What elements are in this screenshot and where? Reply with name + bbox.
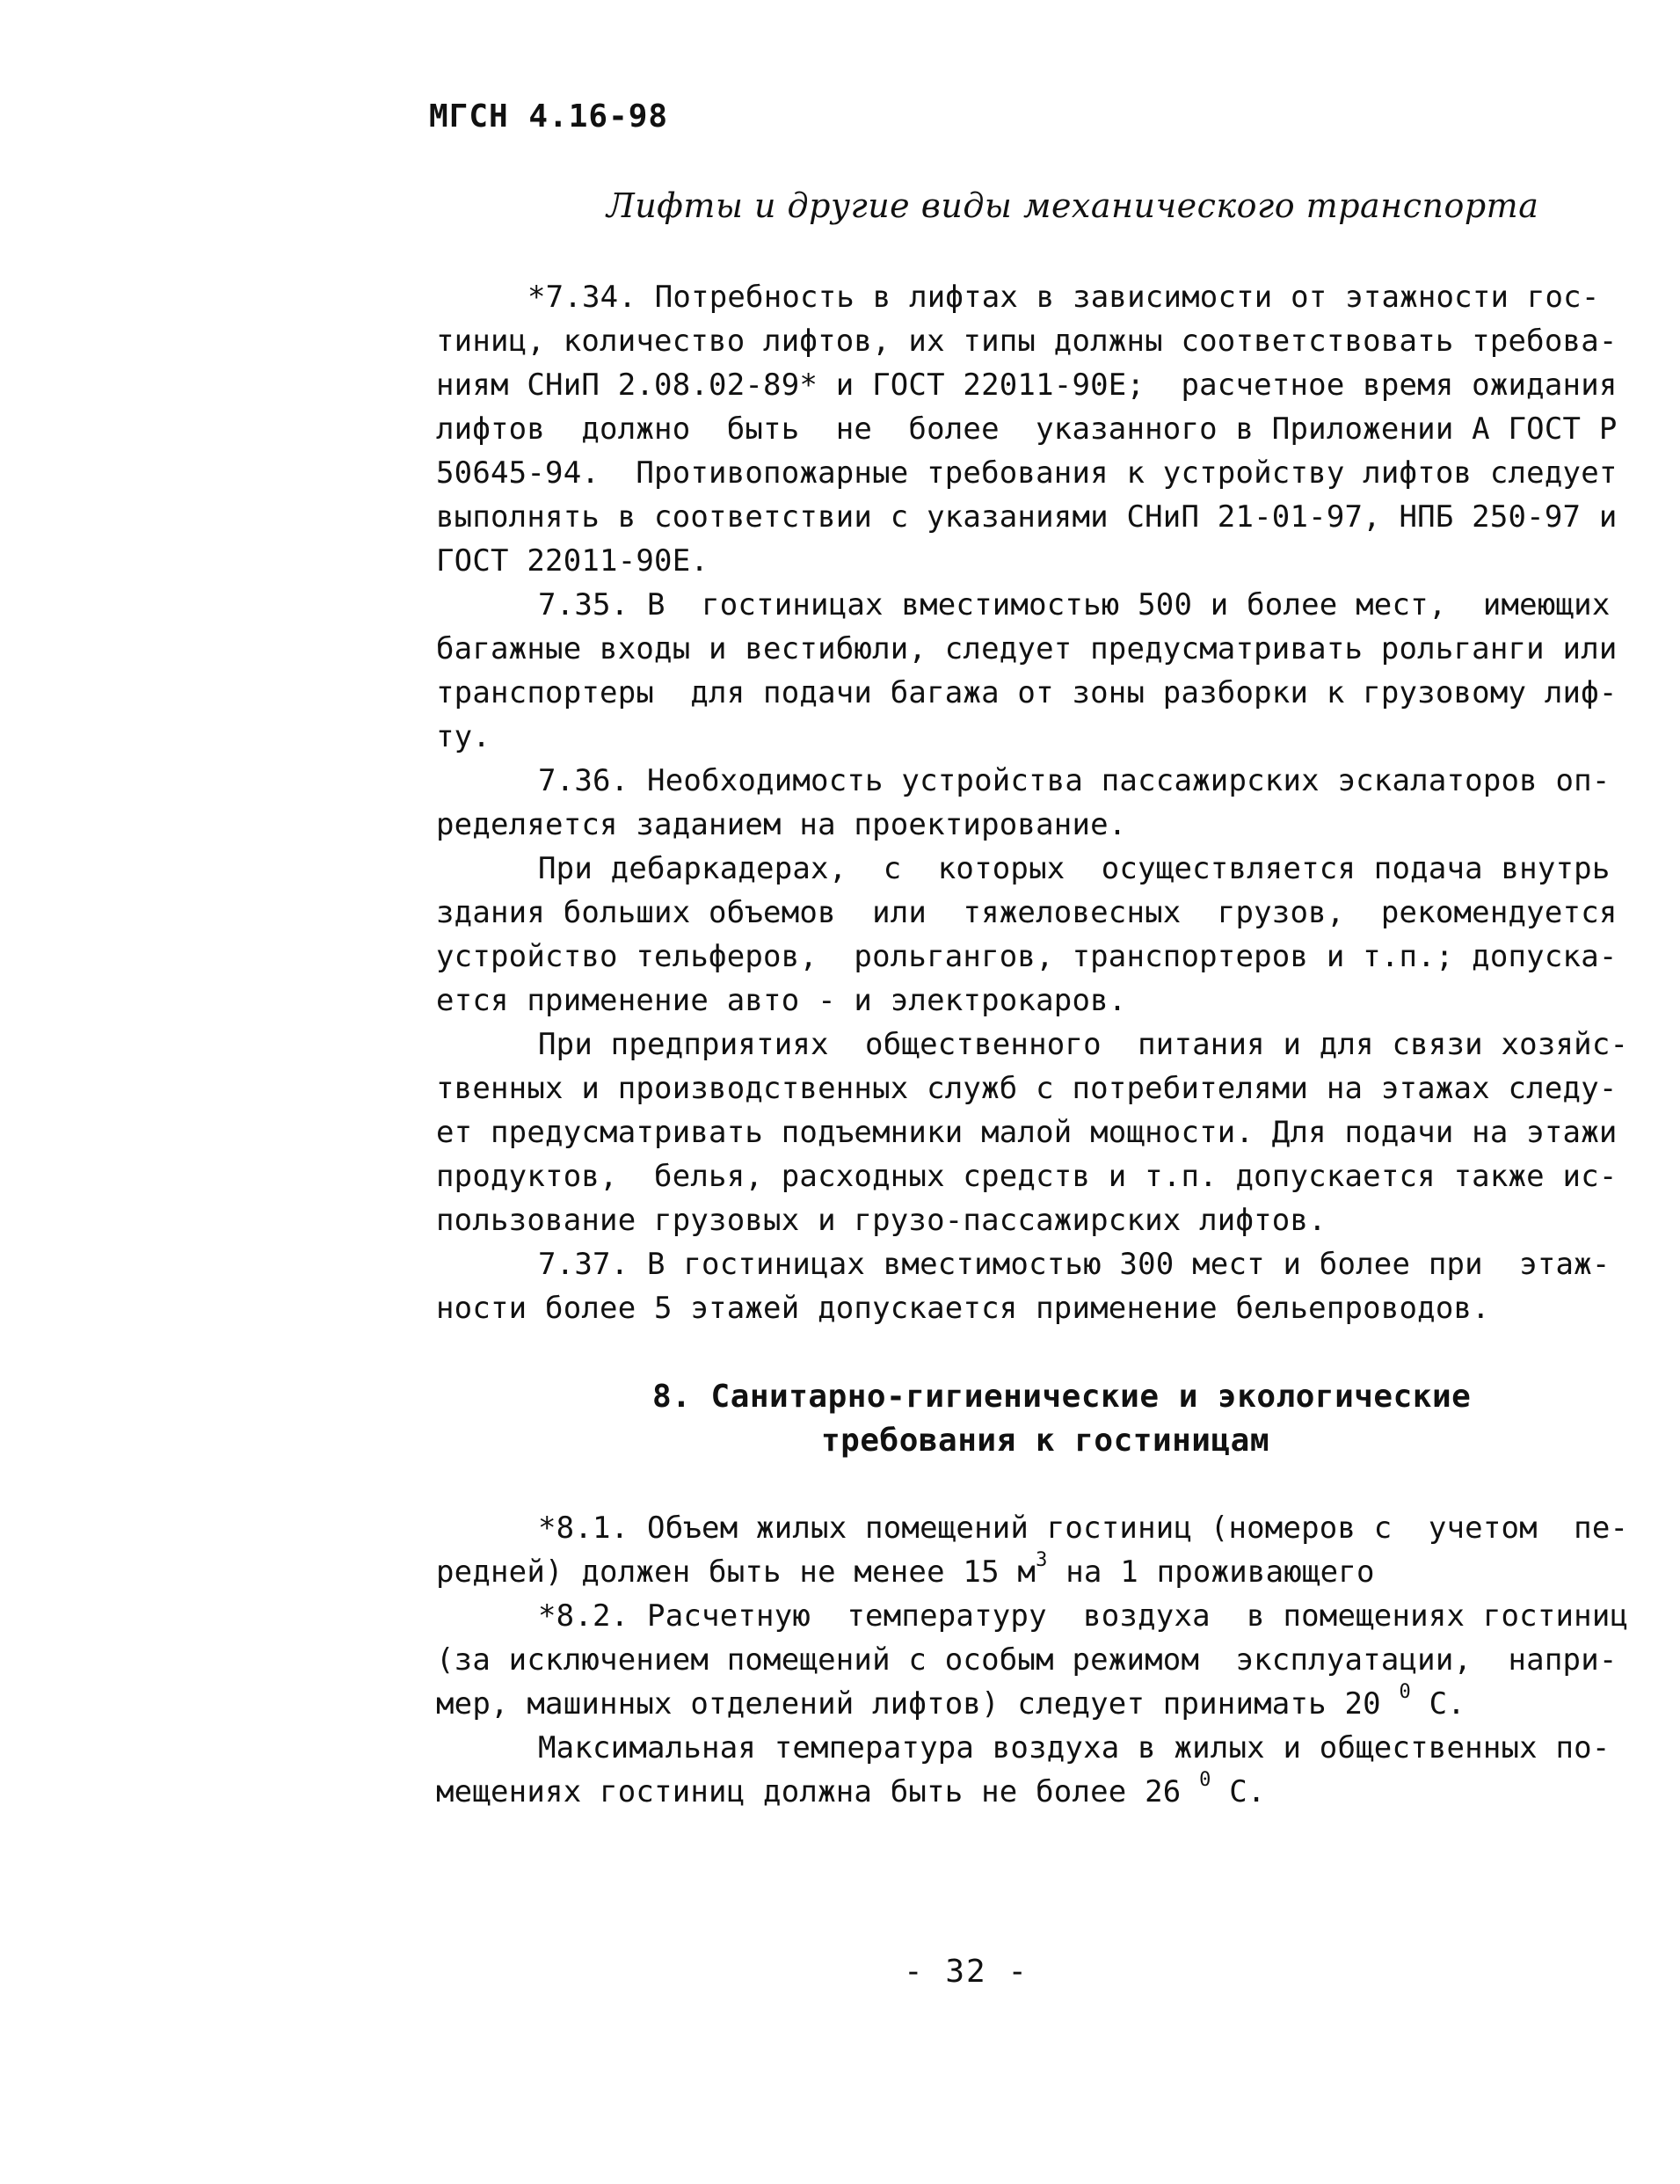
text-line: выполнять в соответствии с указаниями СНиП 21-01-97, НПБ 250-97 и [436, 499, 1618, 535]
text-line: (за исключением помещений с особым режимом эксплуатации, напри- [436, 1642, 1618, 1678]
document-code: МГСН 4.16-98 [429, 98, 669, 135]
text-line: ту. [436, 719, 491, 754]
text-line: 50645-94. Противопожарные требования к устройству лифтов следует [436, 455, 1618, 491]
superscript: 0 [1399, 1681, 1411, 1703]
text-segment: С. [1211, 1774, 1266, 1809]
text-line: транспортеры для подачи багажа от зоны разборки к грузовому лиф- [436, 675, 1618, 710]
text-line: 7.37. В гостиницах вместимостью 300 мест и более при этаж- [538, 1247, 1611, 1282]
text-line: Максимальная температура воздуха в жилых и общественных по- [538, 1730, 1611, 1765]
section-title: Лифты и другие виды механического транспорта [607, 186, 1539, 225]
text-line: тиниц, количество лифтов, их типы должны соответствовать требова- [436, 324, 1618, 359]
superscript: 3 [1036, 1549, 1048, 1571]
superscript: 0 [1199, 1769, 1211, 1791]
text-line: ет предусматривать подъемники малой мощности. Для подачи на этажи [436, 1115, 1618, 1150]
text-line: багажные входы и вестибюли, следует предусматривать рольганги или [436, 631, 1618, 666]
text-segment: на 1 проживающего [1047, 1554, 1375, 1590]
text-line: ности более 5 этажей допускается применение бельепроводов. [436, 1291, 1490, 1326]
text-line: При предприятиях общественного питания и для связи хозяйс- [538, 1027, 1629, 1062]
text-line: продуктов, белья, расходных средств и т.п. допускается также ис- [436, 1159, 1618, 1194]
text-line: здания больших объемов или тяжеловесных грузов, рекомендуется [436, 895, 1618, 930]
text-line: *8.2. Расчетную температуру воздуха в помещениях гостиниц [538, 1598, 1629, 1634]
text-line: ниям СНиП 2.08.02-89* и ГОСТ 22011-90Е; расчетное время ожидания [436, 368, 1618, 403]
text-line: твенных и производственных служб с потребителями на этажах следу- [436, 1071, 1618, 1106]
page-number: - 32 - [904, 1954, 1029, 1990]
text-line [436, 1769, 1266, 1809]
text-segment: С. [1410, 1686, 1465, 1722]
text-line: *8.1. Объем жилых помещений гостиниц (номеров с учетом пе- [538, 1511, 1629, 1546]
text-line: При дебаркадерах, с которых осуществляется подача внутрь [538, 851, 1611, 886]
text-line: пользование грузовых и грузо-пассажирских лифтов. [436, 1203, 1327, 1238]
text-line: ределяется заданием на проектирование. [436, 807, 1127, 842]
text-line: ется применение авто - и электрокаров. [436, 983, 1127, 1018]
text-segment: мещениях гостиниц должна быть не более 26 [436, 1774, 1200, 1809]
text-line: 7.35. В гостиницах вместимостью 500 и более мест, имеющих [538, 587, 1611, 622]
text-line: ГОСТ 22011-90Е. [436, 543, 709, 579]
text-segment: редней) должен быть не менее 15 м [436, 1554, 1036, 1590]
text-line [436, 1549, 1375, 1590]
text-line: устройство тельферов, рольгангов, транспортеров и т.п.; допуска- [436, 939, 1618, 974]
section-heading: 8. Санитарно-гигиенические и экологические [652, 1379, 1472, 1415]
text-segment: мер, машинных отделений лифтов) следует принимать 20 [436, 1686, 1400, 1722]
section-heading: требования к гостиницам [821, 1423, 1269, 1459]
text-line: *7.34. Потребность в лифтах в зависимости от этажности гос- [527, 280, 1600, 315]
text-line: 7.36. Необходимость устройства пассажирских эскалаторов оп- [538, 763, 1611, 798]
text-line [436, 1681, 1465, 1722]
text-line: лифтов должно быть не более указанного в Приложении А ГОСТ Р [436, 411, 1618, 447]
